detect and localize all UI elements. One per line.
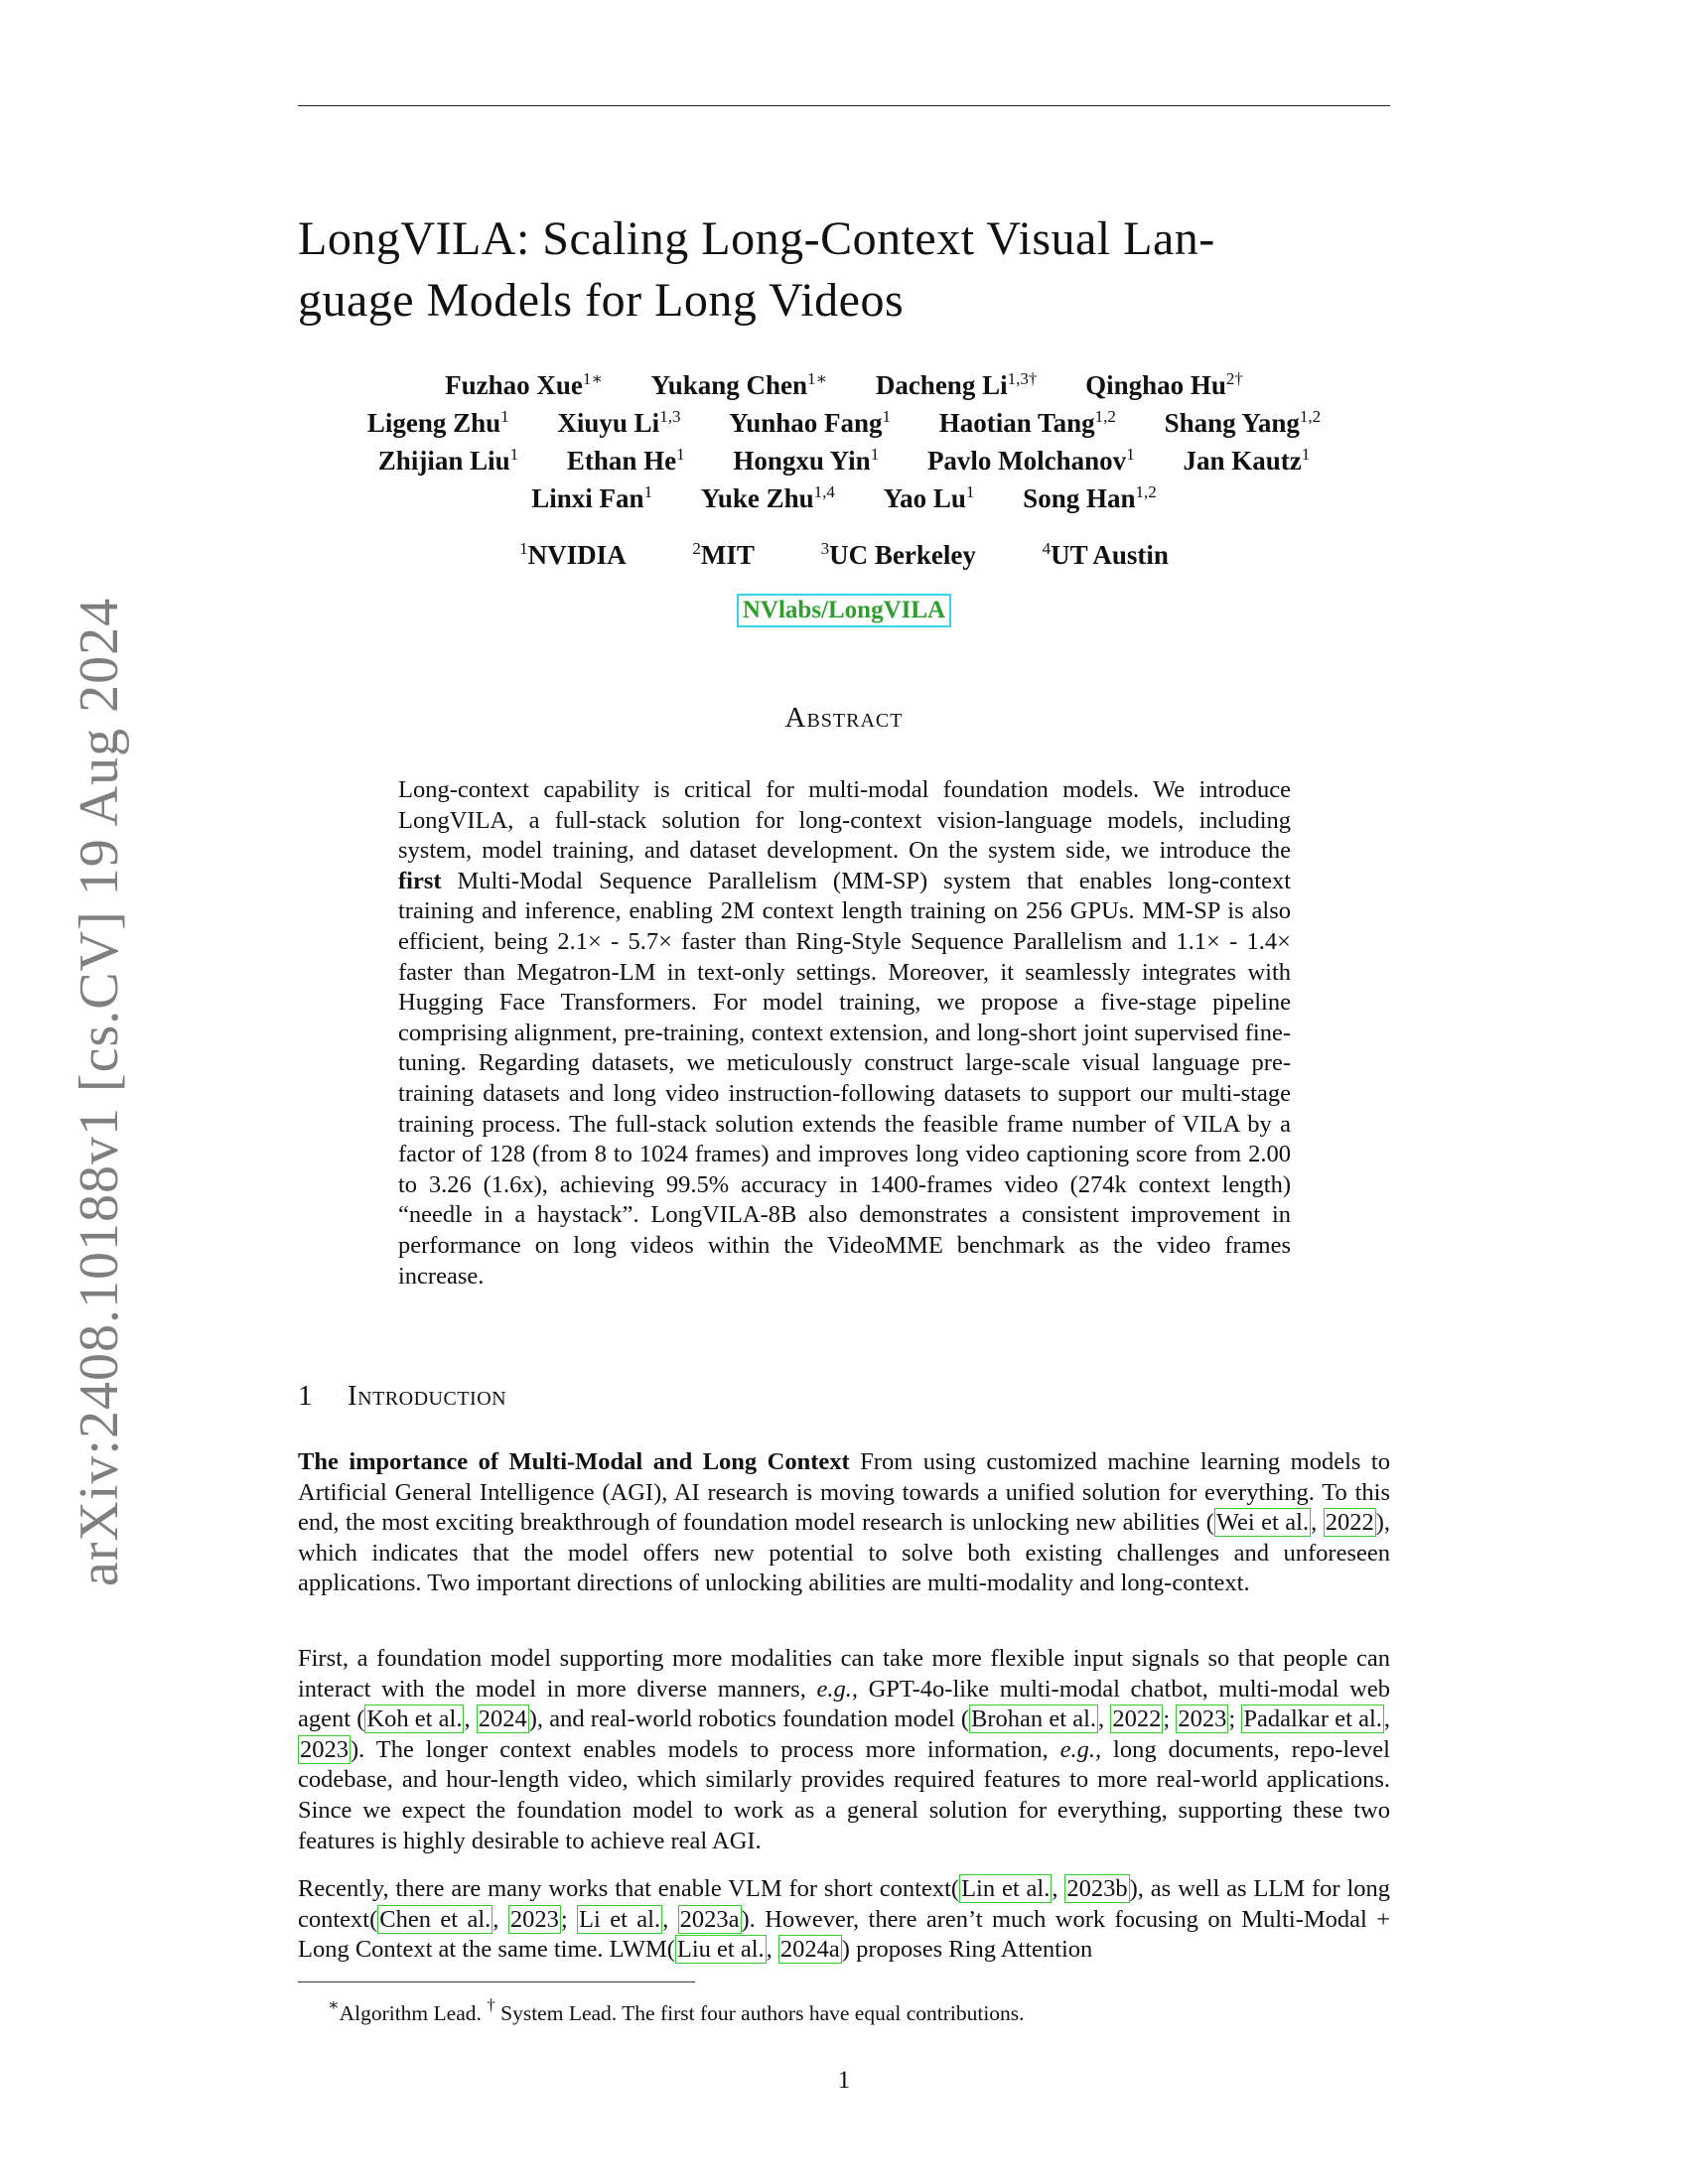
author: Linxi Fan$^1$ xyxy=(531,482,653,513)
author: Qinghao $Hu^{2\dagger}$ xyxy=(1085,369,1243,400)
citation-link[interactable]: Brohan et al. xyxy=(971,1706,1097,1733)
author: Hongxu Yin$^1$ xyxy=(733,445,880,476)
citation-link[interactable]: 2023a xyxy=(679,1905,740,1933)
author-row-1 xyxy=(298,369,1390,405)
section-heading-introduction xyxy=(298,1380,1390,1413)
arxiv-identifier: arXiv:2408.10188v1 [cs.CV] 19 Aug 2024 xyxy=(69,597,130,1587)
intro-paragraph-1: The importance of Multi-Modal and Long Context From using customized machine learning models to Artificial General Intelligence (AGI), AI research is moving towards a unified solution for everything. To this end, the most exciting breakthrough of foundation model research is unlocking new abilities (Wei et al., 2022), which indicates that the model offers new potential to solve both existing challenges and unforeseen applications. Two important directions of unlocking abilities are multi-modality and long-context. xyxy=(298,1448,1390,1597)
author: Haotian Tang$^{1,2}$ xyxy=(938,407,1116,438)
citation-link[interactable]: 2024 xyxy=(478,1706,527,1733)
abstract-bold-word: first xyxy=(398,867,442,894)
affiliation: $^3$UC Berkeley xyxy=(820,539,976,570)
citation-link[interactable]: Koh et al. xyxy=(366,1706,463,1733)
abstract-text: Long-context capability is critical for multi-modal foundation models. We introduce LongVILA, a full-stack solution for long-context vision-language models, including system, model training, and dataset development. On the system side, we introduce the first Multi-Modal Sequence Parallelism (MM-SP) system that enables long-context training and inference, enabling 2M context length training on 256 GPUs. MM-SP is also efficient, being 2.1× - 5.7× faster than Ring-Style Sequence Parallelism and 1.1× - 1.4× faster than Megatron-LM in text-only settings. Moreover, it seamlessly integrates with Hugging Face Transformers. For model training, we propose a five-stage pipeline comprising alignment, pre-training, context extension, and long-short joint supervised fine-tuning. Regarding datasets, we meticulously construct large-scale visual language pre-training datasets and long video instruction-following datasets to support our multi-stage training process. The full-stack solution extends the feasible frame number of VILA by a factor of 128 (from 8 to 1024 frames) and improves long video captioning score from 2.00 to 3.26 (1.6x), achieving 99.5% accuracy in 1400-frames video (274k context length) “needle in a haystack”. LongVILA-8B also demonstrates a consistent improvement in performance on long videos within the VideoMME benchmark as the video frames increase. xyxy=(398,776,1291,1290)
citation-link[interactable]: 2023b xyxy=(1066,1875,1128,1902)
author: Shang Yang$^{1,2}$ xyxy=(1164,407,1322,438)
author: Yao Lu$^1$ xyxy=(883,482,975,513)
citation-link[interactable]: 2023 xyxy=(1178,1706,1227,1733)
abstract-heading: Abstract xyxy=(784,702,904,734)
citation-link[interactable]: 2024a xyxy=(779,1936,840,1964)
author: Ligeng Zhu$^1$ xyxy=(366,407,509,438)
citation-link[interactable]: Li et al. xyxy=(579,1905,661,1933)
citation-link[interactable]: 2023 xyxy=(300,1735,349,1763)
intro-paragraph-2: First, a foundation model supporting more modalities can take more flexible input signals so that people can interact with the model in more diverse manners, e.g., GPT-4o-like multi-modal chatbot, multi-modal web agent (Koh et al., 2024), and real-world robotics foundation model (Brohan et al., 2022; 2023; Padalkar et al., 2023). The longer context enables models to process more information, e.g., long documents, repo-level codebase, and hour-length video, which similarly provides required features to more real-world applications. Since we expect the foundation model to work as a general solution for everything, supporting these two features is highly desirable to achieve real AGI. xyxy=(298,1645,1391,1854)
author: Yuke Zhu$^{1,4}$ xyxy=(700,482,835,513)
repo-link[interactable]: NVlabs/LongVILA xyxy=(737,594,951,627)
citation-link[interactable]: Lin et al. xyxy=(961,1875,1051,1902)
affiliation: $^2$MIT xyxy=(692,539,755,570)
author: Ethan He$^1$ xyxy=(566,445,685,476)
paper-title xyxy=(298,208,1390,332)
affiliation: $^4$UT Austin xyxy=(1042,539,1169,570)
author-row-3 xyxy=(298,445,1390,480)
citation-link[interactable]: 2023 xyxy=(509,1905,559,1933)
section-title: Introduction xyxy=(348,1380,507,1412)
section-number: 1 xyxy=(298,1380,313,1412)
citation-link[interactable]: Liu et al. xyxy=(676,1936,765,1964)
author: Yunhao Fang$^1$ xyxy=(729,407,892,438)
top-rule xyxy=(298,105,1390,106)
affiliation-list xyxy=(298,539,1390,571)
citation-link[interactable]: Wei et al. xyxy=(1215,1509,1310,1537)
author: Dacheng $Li^{1,3\dagger}$ xyxy=(875,369,1038,400)
author: Yukang Chen$^{1∗}$ xyxy=(650,369,828,400)
author-row-2 xyxy=(298,407,1390,443)
citation-link[interactable]: 2022 xyxy=(1325,1509,1374,1537)
footnote-rule xyxy=(298,1981,695,1982)
paragraph-lead: The importance of Multi-Modal and Long Context xyxy=(298,1448,850,1475)
author: Fuzhao Xue$^{1∗}$ xyxy=(445,369,603,400)
citation-link[interactable]: Chen et al. xyxy=(379,1905,492,1933)
citation-link[interactable]: 2022 xyxy=(1112,1706,1162,1733)
author: Zhijian Liu$^1$ xyxy=(377,445,519,476)
author-row-4 xyxy=(298,482,1390,518)
title-line-2: guage Models for Long Videos xyxy=(298,274,905,327)
author: Song Han$^{1,2}$ xyxy=(1023,482,1157,513)
page-number: 1 xyxy=(837,2067,851,2094)
author: Pavlo Molchanov$^1$ xyxy=(926,445,1135,476)
author: Jan Kautz$^1$ xyxy=(1183,445,1311,476)
intro-paragraph-3: Recently, there are many works that enable VLM for short context(Lin et al., 2023b), as well as LLM for long context(Chen et al., 2023; Li et al., 2023a). However, there aren’t much work focusing on Multi-Modal + Long Context at the same time. LWM(Liu et al., 2024a) proposes Ring Attention xyxy=(298,1875,1391,1964)
title-line-1: LongVILA: Scaling Long-Context Visual Lan- xyxy=(298,212,1215,265)
affiliation: $^1$NVIDIA xyxy=(519,539,627,570)
repo-row xyxy=(298,594,1390,627)
citation-link[interactable]: Padalkar et al. xyxy=(1243,1706,1382,1733)
author: Xiuyu Li$^{1,3}$ xyxy=(557,407,681,438)
footnote: ∗Algorithm Lead. † System Lead. The first four authors have equal contributions. xyxy=(328,1995,1025,2025)
